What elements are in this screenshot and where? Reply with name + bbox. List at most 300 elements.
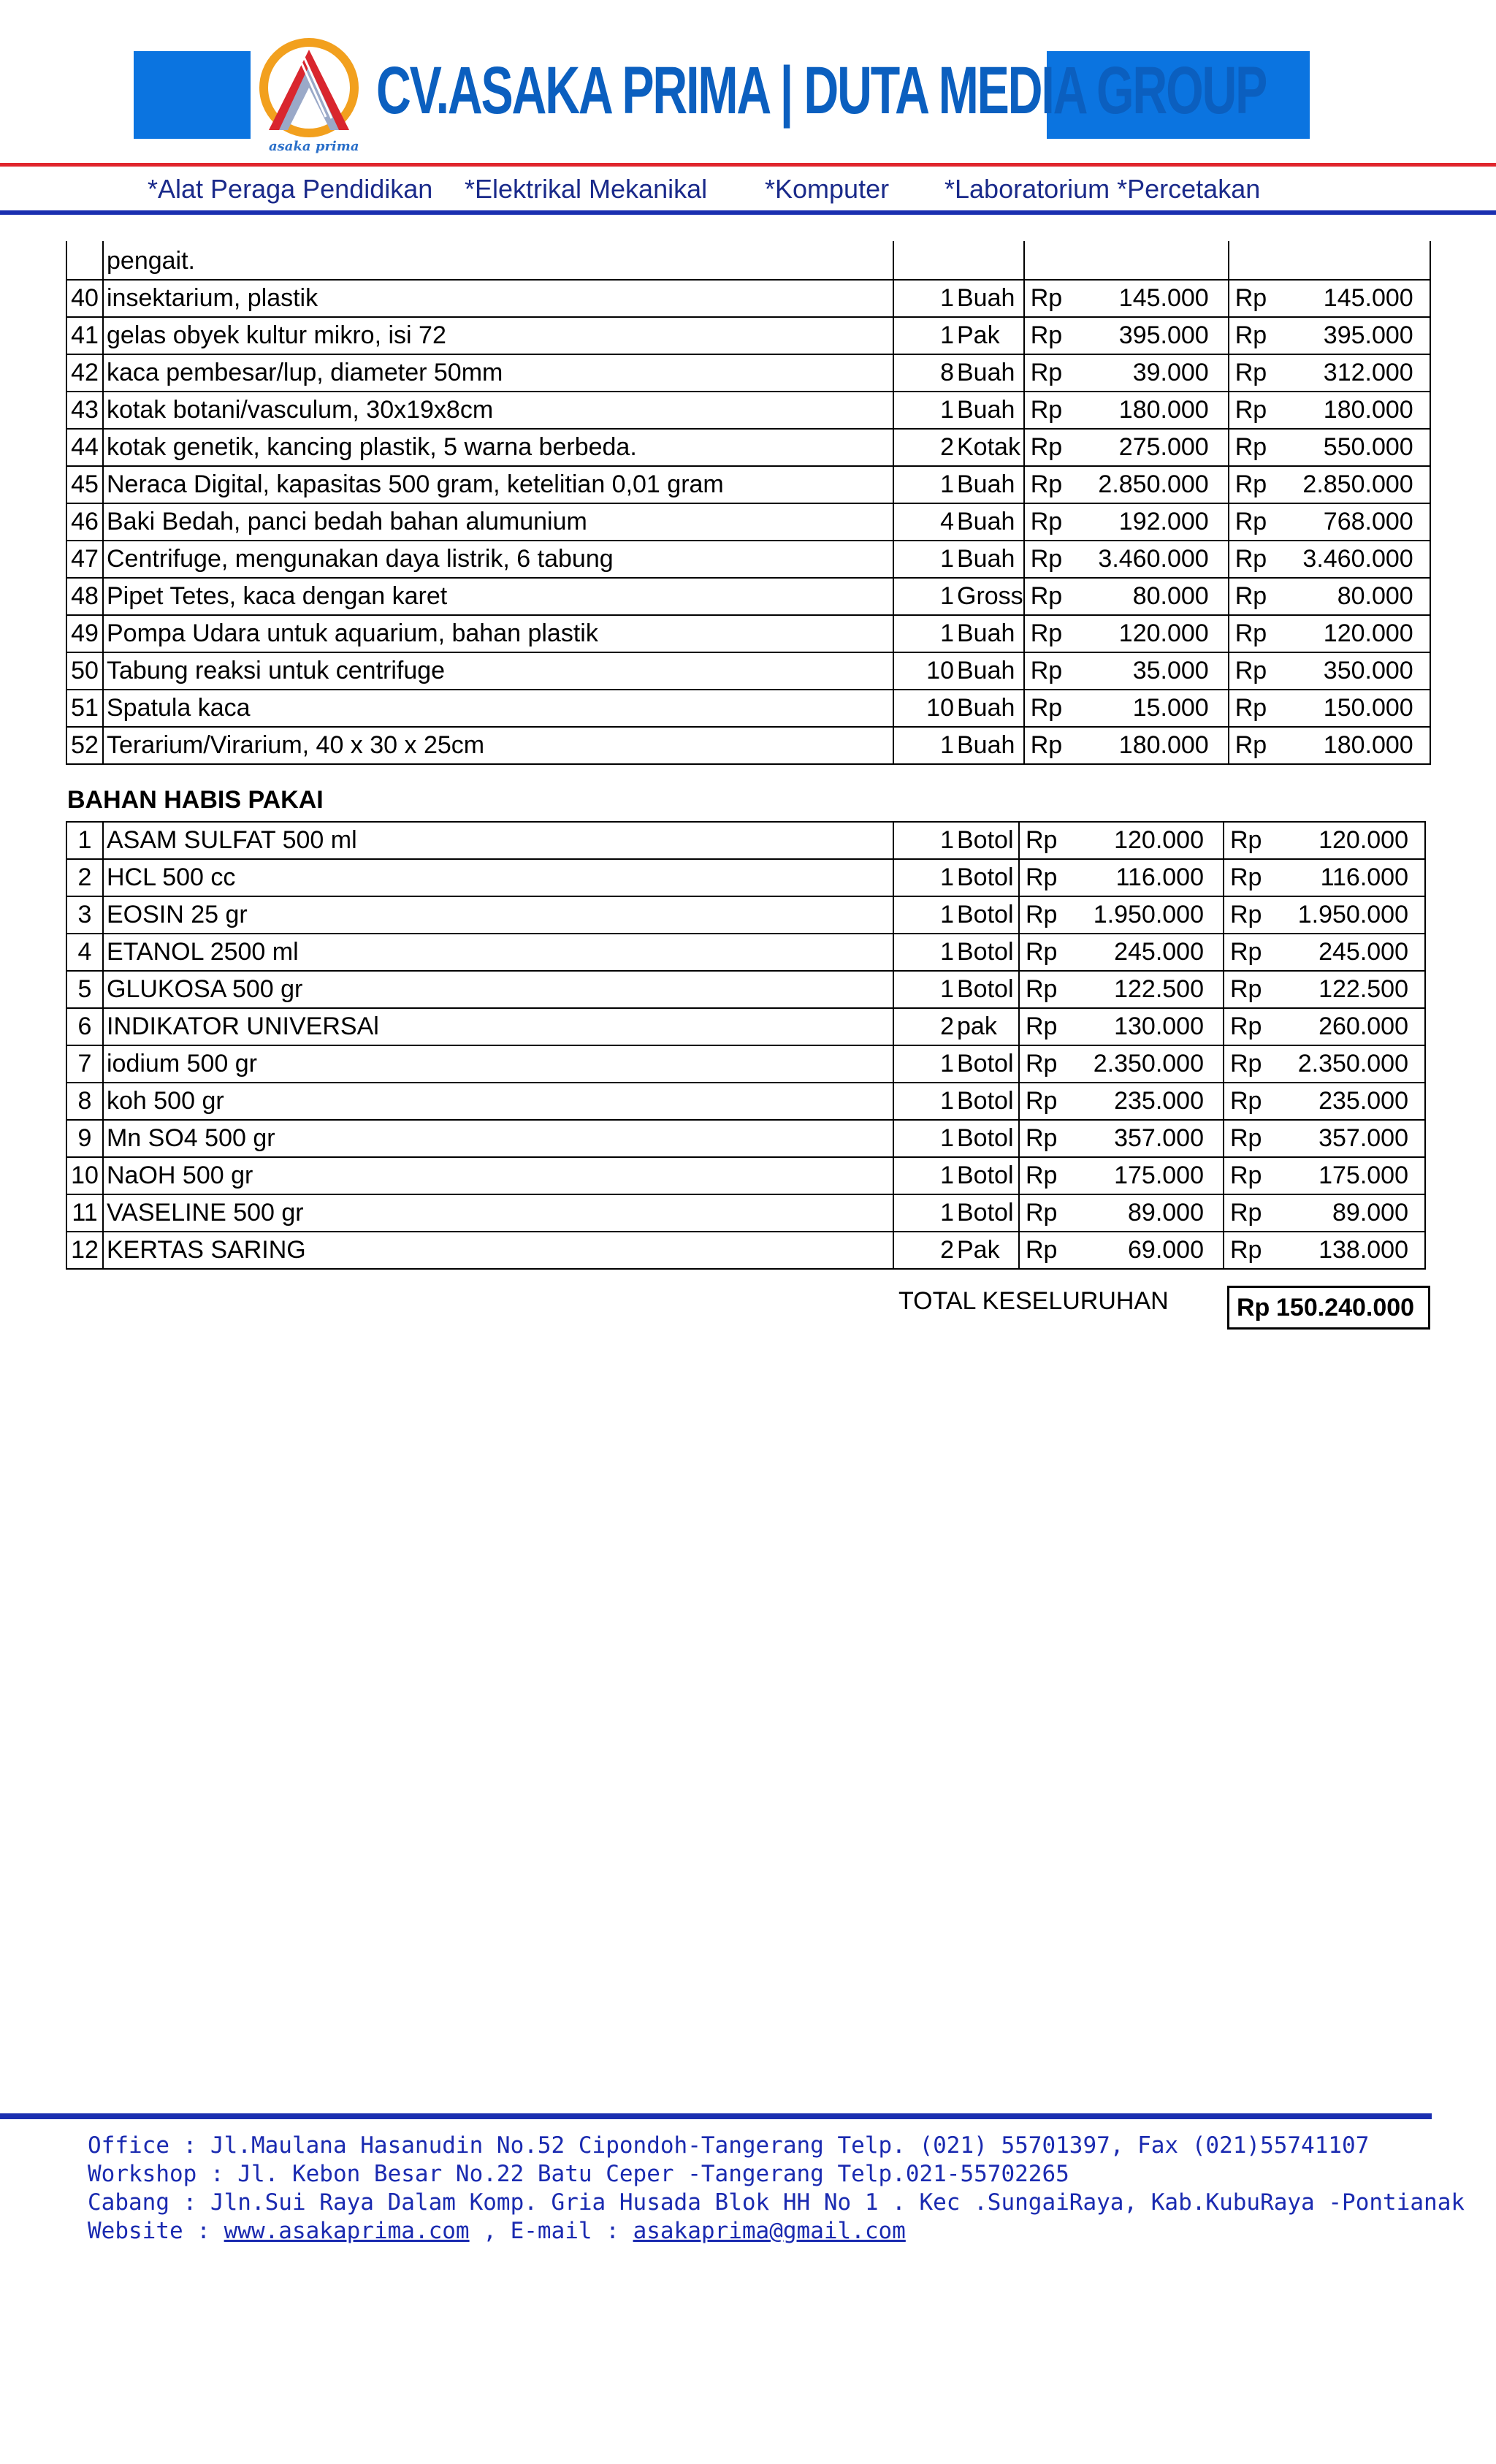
row-price-currency: Rp bbox=[1026, 1050, 1058, 1077]
equipment-table bbox=[66, 241, 1431, 765]
row-price: 3.460.000 bbox=[1098, 545, 1209, 573]
row-quantity-cell bbox=[893, 971, 1019, 1008]
row-quantity: 2 bbox=[940, 1012, 954, 1040]
row-total-cell bbox=[1229, 280, 1430, 317]
row-price-cell bbox=[1019, 1008, 1224, 1045]
row-total: 180.000 bbox=[1323, 396, 1413, 424]
row-price: 245.000 bbox=[1114, 938, 1204, 966]
row-total-cell bbox=[1224, 1083, 1425, 1120]
row-quantity-cell bbox=[893, 1120, 1019, 1157]
row-price-currency: Rp bbox=[1030, 470, 1063, 498]
row-unit: Buah bbox=[957, 731, 1015, 759]
grand-total-value: 150.240.000 bbox=[1276, 1294, 1415, 1321]
row-price-currency: Rp bbox=[1030, 619, 1063, 647]
row-quantity: 1 bbox=[940, 470, 954, 498]
table-row bbox=[66, 1008, 1425, 1045]
row-price: 39.000 bbox=[1132, 359, 1209, 386]
row-quantity: 4 bbox=[940, 508, 954, 535]
row-total-currency: Rp bbox=[1234, 359, 1267, 386]
row-number: 5 bbox=[66, 971, 103, 1008]
row-total-cell bbox=[1229, 615, 1430, 652]
row-total: 122.500 bbox=[1318, 975, 1408, 1003]
row-total-cell bbox=[1229, 727, 1430, 764]
row-total-currency: Rp bbox=[1230, 1087, 1262, 1115]
row-quantity-cell bbox=[893, 1157, 1019, 1194]
row-total bbox=[1229, 241, 1430, 280]
row-description: ASAM SULFAT 500 ml bbox=[103, 822, 893, 859]
row-description: Neraca Digital, kapasitas 500 gram, ketelitian 0,01 gram bbox=[103, 466, 893, 503]
row-quantity-cell bbox=[893, 1083, 1019, 1120]
row-number: 40 bbox=[66, 280, 103, 317]
row-unit: Gross bbox=[957, 582, 1023, 610]
row-total: 180.000 bbox=[1323, 731, 1413, 759]
row-quantity: 1 bbox=[940, 901, 954, 928]
row-total-cell bbox=[1224, 896, 1425, 934]
row-quantity: 1 bbox=[940, 1124, 954, 1152]
row-number: 6 bbox=[66, 1008, 103, 1045]
row-number: 11 bbox=[66, 1194, 103, 1232]
row-quantity-cell bbox=[893, 615, 1024, 652]
tagline-item: *Elektrikal Mekanikal bbox=[465, 174, 708, 204]
row-price: 89.000 bbox=[1128, 1199, 1204, 1227]
row-number: 41 bbox=[66, 317, 103, 354]
row-total-cell bbox=[1224, 859, 1425, 896]
row-unit: Pak bbox=[957, 321, 1000, 349]
row-total: 2.350.000 bbox=[1297, 1050, 1408, 1077]
row-price-currency: Rp bbox=[1030, 359, 1063, 386]
row-price: 120.000 bbox=[1118, 619, 1209, 647]
row-total-cell bbox=[1224, 1232, 1425, 1269]
row-total-cell bbox=[1224, 1045, 1425, 1083]
row-quantity: 1 bbox=[940, 582, 954, 610]
row-unit: Buah bbox=[957, 470, 1015, 498]
row-price-currency: Rp bbox=[1026, 1012, 1058, 1040]
row-price: 192.000 bbox=[1118, 508, 1209, 535]
row-unit: Buah bbox=[957, 396, 1015, 424]
row-total-currency: Rp bbox=[1230, 1050, 1262, 1077]
row-price: 275.000 bbox=[1118, 433, 1209, 461]
header-blue-rule bbox=[0, 210, 1496, 215]
row-unit: Kotak bbox=[957, 433, 1020, 461]
row-total-cell bbox=[1224, 1194, 1425, 1232]
header-blue-block-left bbox=[134, 51, 251, 139]
row-quantity: 1 bbox=[940, 826, 954, 854]
row-number: 51 bbox=[66, 690, 103, 727]
row-quantity-cell bbox=[893, 859, 1019, 896]
row-price: 145.000 bbox=[1118, 284, 1209, 312]
row-price-cell bbox=[1024, 541, 1229, 578]
row-total: 80.000 bbox=[1337, 582, 1413, 610]
row-description: ETANOL 2500 ml bbox=[103, 934, 893, 971]
row-number: 42 bbox=[66, 354, 103, 392]
row-price-currency: Rp bbox=[1026, 975, 1058, 1003]
row-price-cell bbox=[1019, 1157, 1224, 1194]
row-price-cell bbox=[1024, 652, 1229, 690]
row-price: 357.000 bbox=[1114, 1124, 1204, 1152]
row-number bbox=[66, 241, 103, 280]
row-total-currency: Rp bbox=[1230, 1124, 1262, 1152]
row-total-currency: Rp bbox=[1230, 1236, 1262, 1264]
email-link[interactable]: asakaprima@gmail.com bbox=[633, 2218, 906, 2244]
row-unit: Pak bbox=[957, 1236, 1000, 1264]
row-quantity-cell bbox=[893, 541, 1024, 578]
row-total-currency: Rp bbox=[1230, 901, 1262, 928]
table-row bbox=[66, 934, 1425, 971]
table-row bbox=[66, 690, 1430, 727]
table-row bbox=[66, 822, 1425, 859]
row-description: KERTAS SARING bbox=[103, 1232, 893, 1269]
grand-total-box bbox=[1227, 1286, 1430, 1330]
row-price: 15.000 bbox=[1132, 694, 1209, 722]
row-price-currency: Rp bbox=[1026, 826, 1058, 854]
row-number: 47 bbox=[66, 541, 103, 578]
row-unit: Botol bbox=[957, 1124, 1014, 1152]
row-unit: Buah bbox=[957, 619, 1015, 647]
row-description: EOSIN 25 gr bbox=[103, 896, 893, 934]
table-row bbox=[66, 1157, 1425, 1194]
row-price-cell bbox=[1024, 578, 1229, 615]
row-quantity-cell bbox=[893, 1008, 1019, 1045]
row-price-cell bbox=[1019, 1232, 1224, 1269]
row-description: Spatula kaca bbox=[103, 690, 893, 727]
row-total-currency: Rp bbox=[1234, 731, 1267, 759]
row-price-currency: Rp bbox=[1026, 1162, 1058, 1189]
row-unit: Buah bbox=[957, 284, 1015, 312]
row-total-currency: Rp bbox=[1230, 1162, 1262, 1189]
row-quantity-cell bbox=[893, 822, 1019, 859]
row-total: 312.000 bbox=[1323, 359, 1413, 386]
row-price-currency: Rp bbox=[1030, 396, 1063, 424]
table-row bbox=[66, 1045, 1425, 1083]
row-price: 80.000 bbox=[1132, 582, 1209, 610]
row-total: 260.000 bbox=[1318, 1012, 1408, 1040]
row-quantity: 2 bbox=[940, 433, 954, 461]
row-price-cell bbox=[1019, 971, 1224, 1008]
asaka-prima-logo-icon bbox=[256, 37, 362, 153]
table-row bbox=[66, 971, 1425, 1008]
row-quantity-cell bbox=[893, 896, 1019, 934]
row-unit: Botol bbox=[957, 938, 1014, 966]
row-description: Terarium/Virarium, 40 x 30 x 25cm bbox=[103, 727, 893, 764]
row-price-cell bbox=[1019, 1045, 1224, 1083]
row-total: 1.950.000 bbox=[1297, 901, 1408, 928]
row-number: 44 bbox=[66, 429, 103, 466]
row-unit: Buah bbox=[957, 359, 1015, 386]
row-price-currency: Rp bbox=[1030, 433, 1063, 461]
row-total-currency: Rp bbox=[1234, 284, 1267, 312]
row-total-cell bbox=[1224, 971, 1425, 1008]
row-quantity: 1 bbox=[940, 1087, 954, 1115]
row-total: 89.000 bbox=[1332, 1199, 1408, 1227]
row-total-cell bbox=[1224, 1157, 1425, 1194]
row-quantity: 10 bbox=[926, 657, 954, 684]
footer-contact bbox=[88, 2132, 1465, 2246]
row-price: 395.000 bbox=[1118, 321, 1209, 349]
row-price-currency: Rp bbox=[1026, 1087, 1058, 1115]
footer-rule bbox=[0, 2113, 1432, 2119]
row-total: 235.000 bbox=[1318, 1087, 1408, 1115]
row-price-cell bbox=[1024, 317, 1229, 354]
row-description: pengait. bbox=[103, 241, 893, 280]
row-price-cell bbox=[1024, 466, 1229, 503]
row-quantity: 1 bbox=[940, 284, 954, 312]
row-price-cell bbox=[1024, 280, 1229, 317]
row-quantity: 1 bbox=[940, 863, 954, 891]
row-total-currency: Rp bbox=[1234, 321, 1267, 349]
row-description: NaOH 500 gr bbox=[103, 1157, 893, 1194]
row-unit: Buah bbox=[957, 657, 1015, 684]
row-unit: Botol bbox=[957, 863, 1014, 891]
row-price-currency: Rp bbox=[1030, 657, 1063, 684]
row-total-currency: Rp bbox=[1230, 1012, 1262, 1040]
row-description: Pompa Udara untuk aquarium, bahan plastik bbox=[103, 615, 893, 652]
table-row bbox=[66, 727, 1430, 764]
table-row bbox=[66, 1120, 1425, 1157]
row-total-currency: Rp bbox=[1234, 619, 1267, 647]
row-price-currency: Rp bbox=[1026, 1236, 1058, 1264]
row-total-currency: Rp bbox=[1230, 826, 1262, 854]
row-quantity-cell bbox=[893, 354, 1024, 392]
row-price: 130.000 bbox=[1114, 1012, 1204, 1040]
row-price: 35.000 bbox=[1132, 657, 1209, 684]
row-number: 45 bbox=[66, 466, 103, 503]
table-row bbox=[66, 392, 1430, 429]
row-number: 12 bbox=[66, 1232, 103, 1269]
row-number: 50 bbox=[66, 652, 103, 690]
row-price-cell bbox=[1024, 429, 1229, 466]
row-total-currency: Rp bbox=[1234, 433, 1267, 461]
row-quantity-cell bbox=[893, 503, 1024, 541]
row-total-cell bbox=[1229, 354, 1430, 392]
row-number: 8 bbox=[66, 1083, 103, 1120]
row-total: 2.850.000 bbox=[1302, 470, 1413, 498]
row-price: 175.000 bbox=[1114, 1162, 1204, 1189]
row-quantity: 1 bbox=[940, 545, 954, 573]
row-price: 235.000 bbox=[1114, 1087, 1204, 1115]
company-name: CV.ASAKA PRIMA | DUTA MEDIA GROUP bbox=[376, 53, 1267, 128]
row-quantity: 1 bbox=[940, 396, 954, 424]
row-quantity-cell bbox=[893, 934, 1019, 971]
row-total: 175.000 bbox=[1318, 1162, 1408, 1189]
row-price: 1.950.000 bbox=[1093, 901, 1204, 928]
row-total-currency: Rp bbox=[1230, 938, 1262, 966]
row-price-cell bbox=[1019, 1194, 1224, 1232]
row-description: Tabung reaksi untuk centrifuge bbox=[103, 652, 893, 690]
row-unit: pak bbox=[957, 1012, 997, 1040]
row-price-currency: Rp bbox=[1026, 938, 1058, 966]
row-quantity-cell bbox=[893, 727, 1024, 764]
row-number: 4 bbox=[66, 934, 103, 971]
row-number: 3 bbox=[66, 896, 103, 934]
row-price-currency: Rp bbox=[1030, 582, 1063, 610]
row-price-cell bbox=[1019, 896, 1224, 934]
tagline-item: *Laboratorium *Percetakan bbox=[944, 174, 1261, 204]
row-price-cell bbox=[1024, 690, 1229, 727]
row-description: HCL 500 cc bbox=[103, 859, 893, 896]
row-total: 116.000 bbox=[1320, 863, 1408, 891]
row-total: 395.000 bbox=[1323, 321, 1413, 349]
row-price-currency: Rp bbox=[1030, 284, 1063, 312]
row-number: 10 bbox=[66, 1157, 103, 1194]
row-price-currency: Rp bbox=[1030, 545, 1063, 573]
row-total: 145.000 bbox=[1323, 284, 1413, 312]
row-total-currency: Rp bbox=[1230, 863, 1262, 891]
row-number: 1 bbox=[66, 822, 103, 859]
row-total-currency: Rp bbox=[1234, 508, 1267, 535]
row-number: 49 bbox=[66, 615, 103, 652]
row-quantity-cell bbox=[893, 1232, 1019, 1269]
row-total-currency: Rp bbox=[1234, 657, 1267, 684]
row-price-currency: Rp bbox=[1026, 901, 1058, 928]
row-total-cell bbox=[1229, 652, 1430, 690]
row-total-cell bbox=[1229, 317, 1430, 354]
row-price-cell bbox=[1024, 615, 1229, 652]
website-label: Website : bbox=[88, 2218, 224, 2244]
row-quantity: 1 bbox=[940, 731, 954, 759]
row-quantity: 1 bbox=[940, 321, 954, 349]
row-total-cell bbox=[1224, 934, 1425, 971]
row-number: 7 bbox=[66, 1045, 103, 1083]
row-quantity: 1 bbox=[940, 1162, 954, 1189]
row-quantity-cell bbox=[893, 1045, 1019, 1083]
row-price-currency: Rp bbox=[1030, 694, 1063, 722]
row-unit: Botol bbox=[957, 1087, 1014, 1115]
row-quantity-cell bbox=[893, 392, 1024, 429]
row-total-currency: Rp bbox=[1234, 396, 1267, 424]
row-price-cell bbox=[1019, 934, 1224, 971]
row-total: 120.000 bbox=[1318, 826, 1408, 854]
row-quantity: 1 bbox=[940, 1199, 954, 1227]
table-row bbox=[66, 615, 1430, 652]
table-row bbox=[66, 280, 1430, 317]
row-price-cell bbox=[1024, 354, 1229, 392]
row-description: iodium 500 gr bbox=[103, 1045, 893, 1083]
row-quantity-cell bbox=[893, 280, 1024, 317]
row-price: 2.850.000 bbox=[1098, 470, 1209, 498]
row-quantity: 10 bbox=[926, 694, 954, 722]
row-unit: Botol bbox=[957, 1050, 1014, 1077]
tagline-item: *Komputer bbox=[765, 174, 890, 204]
row-total-cell bbox=[1229, 392, 1430, 429]
row-quantity-cell bbox=[893, 652, 1024, 690]
row-price-cell bbox=[1024, 392, 1229, 429]
consumables-table bbox=[66, 821, 1426, 1270]
row-description: Baki Bedah, panci bedah bahan alumunium bbox=[103, 503, 893, 541]
table-row bbox=[66, 354, 1430, 392]
row-total-cell bbox=[1229, 429, 1430, 466]
row-price-cell bbox=[1024, 727, 1229, 764]
row-description: Centrifuge, mengunakan daya listrik, 6 tabung bbox=[103, 541, 893, 578]
row-total-currency: Rp bbox=[1234, 582, 1267, 610]
row-description: GLUKOSA 500 gr bbox=[103, 971, 893, 1008]
row-quantity-cell bbox=[893, 429, 1024, 466]
row-total: 768.000 bbox=[1323, 508, 1413, 535]
footer-cabang: Cabang : Jln.Sui Raya Dalam Komp. Gria Husada Blok HH No 1 . Kec .SungaiRaya, Kab.KubuRaya -Pontianak bbox=[88, 2189, 1465, 2216]
row-total: 550.000 bbox=[1323, 433, 1413, 461]
row-number: 46 bbox=[66, 503, 103, 541]
row-number: 48 bbox=[66, 578, 103, 615]
row-description: insektarium, plastik bbox=[103, 280, 893, 317]
table-row bbox=[66, 503, 1430, 541]
row-quantity: 2 bbox=[940, 1236, 954, 1264]
row-price-cell bbox=[1019, 822, 1224, 859]
table-row bbox=[66, 652, 1430, 690]
website-link[interactable]: www.asakaprima.com bbox=[224, 2218, 470, 2244]
grand-total-label: TOTAL KESELURUHAN bbox=[898, 1287, 1169, 1315]
row-price bbox=[1024, 241, 1229, 280]
row-total-currency: Rp bbox=[1230, 1199, 1262, 1227]
row-quantity: 1 bbox=[940, 975, 954, 1003]
grand-total-currency: Rp bbox=[1237, 1294, 1270, 1321]
row-price-currency: Rp bbox=[1026, 1199, 1058, 1227]
row-total-currency: Rp bbox=[1234, 470, 1267, 498]
logo-caption: asaka prima bbox=[269, 139, 359, 154]
row-price: 180.000 bbox=[1118, 396, 1209, 424]
table-row bbox=[66, 1232, 1425, 1269]
footer-workshop: Workshop : Jl. Kebon Besar No.22 Batu Ceper -Tangerang Telp.021-55702265 bbox=[88, 2161, 1069, 2187]
row-price-currency: Rp bbox=[1026, 863, 1058, 891]
row-unit: Botol bbox=[957, 1162, 1014, 1189]
row-quantity-cell bbox=[893, 466, 1024, 503]
footer-office: Office : Jl.Maulana Hasanudin No.52 Cipondoh-Tangerang Telp. (021) 55701397, Fax (021)55741107 bbox=[88, 2132, 1370, 2159]
row-quantity-cell bbox=[893, 690, 1024, 727]
row-description: kaca pembesar/lup, diameter 50mm bbox=[103, 354, 893, 392]
row-total-cell bbox=[1229, 466, 1430, 503]
row-number: 9 bbox=[66, 1120, 103, 1157]
row-unit: Buah bbox=[957, 545, 1015, 573]
row-quantity-cell bbox=[893, 1194, 1019, 1232]
row-price: 69.000 bbox=[1128, 1236, 1204, 1264]
table-row bbox=[66, 466, 1430, 503]
row-unit: Botol bbox=[957, 826, 1014, 854]
row-description: gelas obyek kultur mikro, isi 72 bbox=[103, 317, 893, 354]
row-total: 350.000 bbox=[1323, 657, 1413, 684]
table-row bbox=[66, 859, 1425, 896]
row-total-cell bbox=[1229, 690, 1430, 727]
row-price: 180.000 bbox=[1118, 731, 1209, 759]
row-quantity: 8 bbox=[940, 359, 954, 386]
row-description: Pipet Tetes, kaca dengan karet bbox=[103, 578, 893, 615]
table-row bbox=[66, 896, 1425, 934]
header-red-rule bbox=[0, 163, 1496, 167]
row-total: 150.000 bbox=[1323, 694, 1413, 722]
row-price: 120.000 bbox=[1114, 826, 1204, 854]
row-total-cell bbox=[1224, 1008, 1425, 1045]
row-total-currency: Rp bbox=[1234, 545, 1267, 573]
row-unit: Botol bbox=[957, 901, 1014, 928]
row-price-currency: Rp bbox=[1026, 1124, 1058, 1152]
row-quantity-cell bbox=[893, 578, 1024, 615]
row-price-cell bbox=[1024, 503, 1229, 541]
row-quantity bbox=[893, 241, 1024, 280]
row-number: 2 bbox=[66, 859, 103, 896]
row-price-cell bbox=[1019, 1083, 1224, 1120]
table-row bbox=[66, 578, 1430, 615]
table-row bbox=[66, 1083, 1425, 1120]
row-number: 43 bbox=[66, 392, 103, 429]
row-price-currency: Rp bbox=[1030, 508, 1063, 535]
row-total: 357.000 bbox=[1318, 1124, 1408, 1152]
row-total: 138.000 bbox=[1318, 1236, 1408, 1264]
table-row bbox=[66, 317, 1430, 354]
row-description: VASELINE 500 gr bbox=[103, 1194, 893, 1232]
row-price-cell bbox=[1019, 859, 1224, 896]
row-unit: Botol bbox=[957, 975, 1014, 1003]
row-total-cell bbox=[1229, 578, 1430, 615]
row-description: kotak botani/vasculum, 30x19x8cm bbox=[103, 392, 893, 429]
row-price-currency: Rp bbox=[1030, 321, 1063, 349]
row-price: 116.000 bbox=[1115, 863, 1204, 891]
